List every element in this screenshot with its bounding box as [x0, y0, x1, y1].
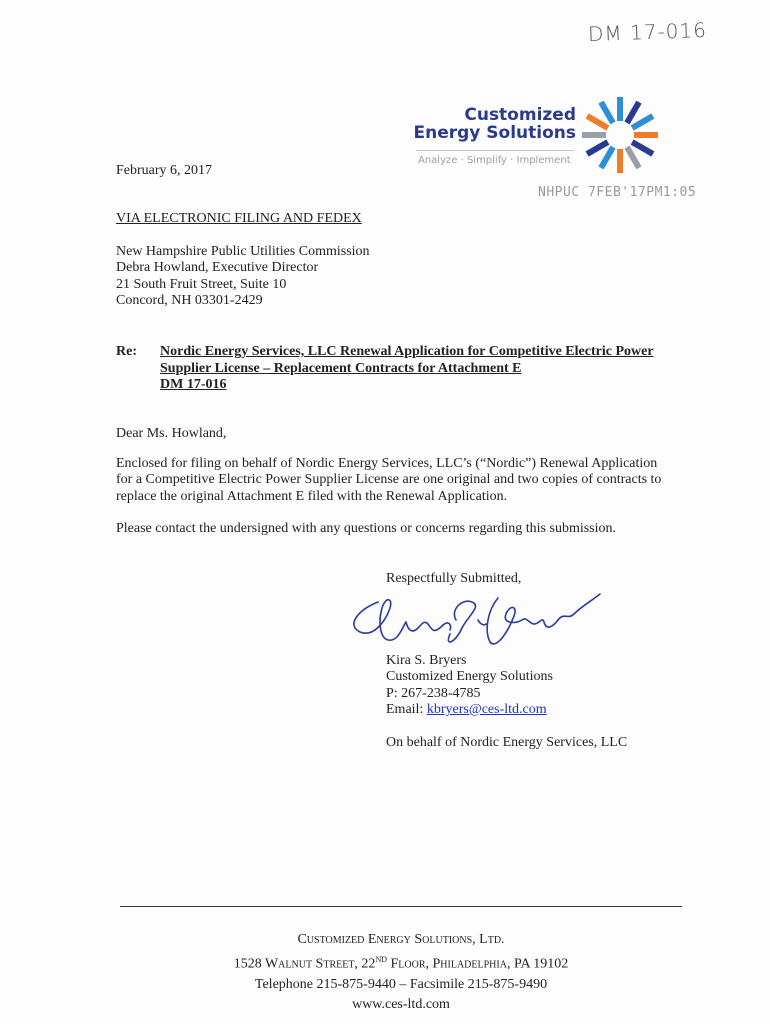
on-behalf-of: On behalf of Nordic Energy Services, LLC [386, 735, 628, 750]
logo-text-line2: Energy Solutions [413, 123, 576, 143]
recipient-name-title: Debra Howland, Executive Director [116, 260, 319, 276]
handwritten-docket-number: DM 17-016 [587, 17, 708, 47]
signer-company: Customized Energy Solutions [386, 669, 553, 685]
footer-phones: Telephone 215-875-9440 – Facsimile 215-875-9490 [254, 976, 548, 992]
letter-date: February 6, 2017 [116, 163, 213, 178]
footer-address-sup: ND [375, 955, 387, 964]
handwritten-signature [338, 580, 608, 660]
body-paragraph-1 [116, 456, 661, 505]
recipient-address [116, 244, 370, 309]
recipient-org: New Hampshire Public Utilities Commission [116, 244, 370, 259]
closing: Respectfully Submitted, [386, 571, 522, 586]
logo-text-line1: Customized [464, 105, 576, 125]
salutation: Dear Ms. Howland, [116, 426, 227, 441]
signer-email-row [386, 702, 553, 718]
body-paragraph-1-line3: replace the original Attachment E filed with the Renewal Application. [116, 488, 508, 504]
re-subject-line1: Nordic Energy Services, LLC Renewal Application for Competitive Electric Power [160, 344, 654, 359]
signer-name: Kira S. Bryers [386, 653, 467, 668]
received-stamp: NHPUC 7FEB'17PM1:05 [538, 185, 697, 200]
signer-phone: P: 267-238-4785 [386, 685, 481, 701]
footer-address-post: Floor, Philadelphia, PA 19102 [387, 956, 569, 972]
footer-address-pre: 1528 Walnut Street, 22 [233, 956, 376, 972]
footer-divider [120, 906, 682, 907]
logo-divider [416, 150, 574, 151]
recipient-street: 21 South Fruit Street, Suite 10 [116, 276, 287, 292]
body-paragraph-1-line1: Enclosed for filing on behalf of Nordic Energy Services, LLC’s (“Nordic”) Renewal Application [116, 456, 658, 471]
recipient-city: Concord, NH 03301-2429 [116, 292, 263, 308]
body-paragraph-2: Please contact the undersigned with any questions or concerns regarding this submission. [116, 521, 617, 536]
signer-block [386, 653, 553, 718]
letterhead-footer [120, 930, 682, 1015]
re-subject-line2: Supplier License – Replacement Contracts for Attachment E [160, 360, 522, 376]
re-subject [160, 344, 654, 394]
body-paragraph-1-line2: for a Competitive Electric Power Supplier License are one original and two copies of contracts to [116, 472, 662, 488]
footer-address [120, 950, 682, 975]
starburst-logo-icon [580, 95, 660, 175]
delivery-method: VIA ELECTRONIC FILING AND FEDEX [116, 211, 362, 226]
footer-website[interactable]: www.ces-ltd.com [352, 996, 450, 1012]
re-subject-line3: DM 17-016 [160, 377, 227, 392]
re-label: Re: [116, 344, 137, 359]
signer-email-label: Email: [386, 701, 427, 717]
company-logo [408, 95, 660, 175]
signer-email-link[interactable]: kbryers@ces-ltd.com [426, 701, 547, 717]
logo-tagline: Analyze · Simplify · Implement [418, 155, 571, 166]
footer-company: Customized Energy Solutions, Ltd. [297, 932, 505, 947]
